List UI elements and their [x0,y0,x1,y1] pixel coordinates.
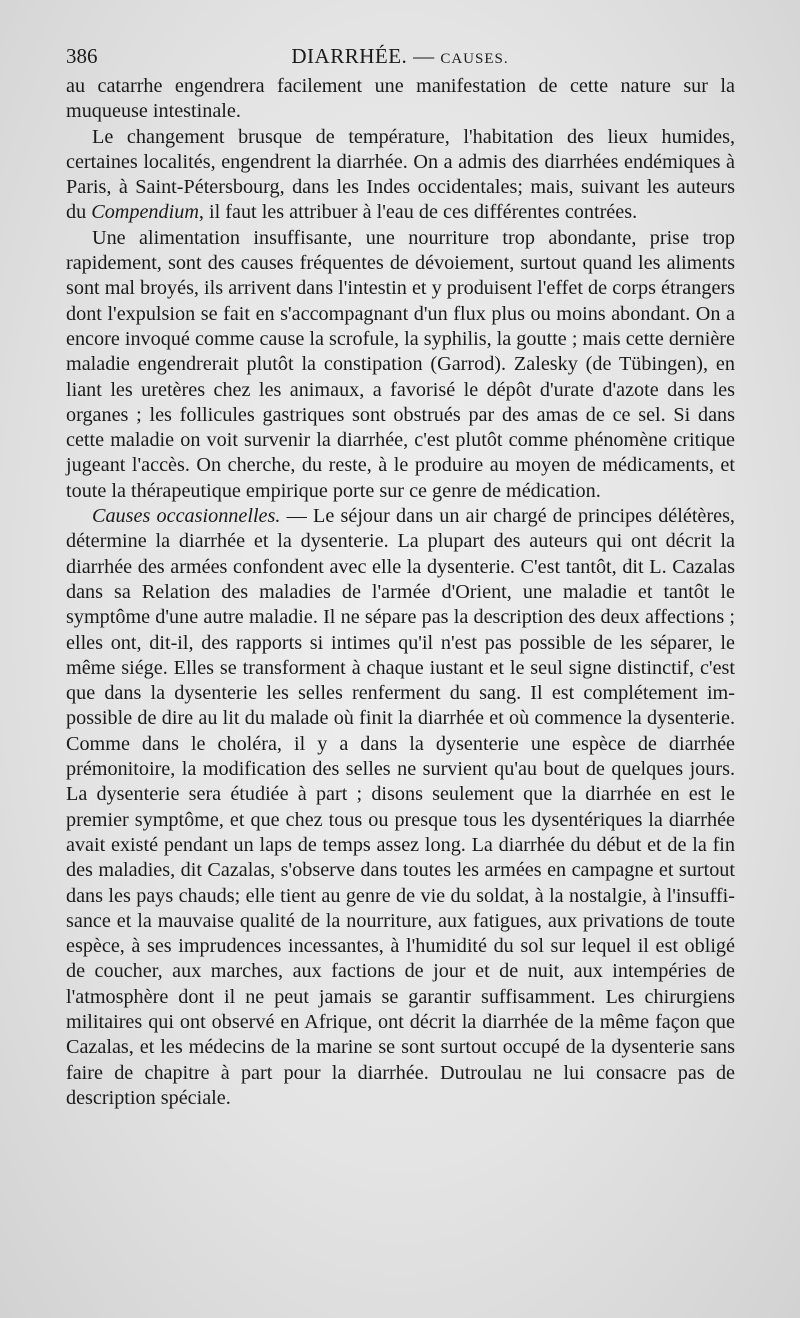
paragraph-continuation [66,74,735,125]
text-run: — Le séjour dans un air chargé de principes délétères, détermine la diarrhée et la dysenterie. La plupart des auteurs qui ont décrit la diarrhée des armées confondent avec elle la dysenterie. C'est tantôt, dit L. Cazalas dans sa Relation des maladies de l'armée d'Orient, une maladie et tantôt le symptôme d'une autre maladie. Il ne sépare pas la description des deux affections ; elles ont, dit-il, des rapports si intimes qu'il n'est pas possible de les séparer, le même siége. Elles se transforment à chaque iustant et le seul signe distinctif, c'est que dans la dysenterie les selles renferment du sang. Il est complétement impossible de dire au lit du malade où finit la diarrhée et où commence la dysenterie. Comme dans le choléra, il y a dans la dysenterie une espèce de diarrhée prémonitoire, la modification des selles ne survient qu'au bout de quelques jours. La dysenterie sera étudiée à part ; disons seulement que la diarrhée en est le premier symptôme, et que chez tous ou presque tous les dysentériques la diarrhée avait existé pendant un laps de temps assez long. La diarrhée du début et de la fin des maladies, dit Cazalas, s'observe dans toutes les armées en campagne et surtout dans les pays chauds; elle tient au genre de vie du soldat, à la nostalgie, à l'insuffisance et la mauvaise qualité de la nourriture, aux fatigues, aux privations de toute espèce, à ses imprudences incessantes, à l'humidité du sol sur lequel il est obligé de coucher, aux marches, aux factions de jour et de nuit, aux intempéries de l'atmosphère dont il ne peut jamais se garantir suffisamment. Les chirurgiens militaires qui ont observé en Afrique, ont décrit la diarrhée de la même façon que Cazalas, et les médecins de la marine se sont surtout occupé de la dysenterie sans faire de chapitre à part pour la diarrhée. Dutroulau ne lui consacre pas de description spéciale. [66,505,735,1109]
paragraph-temperature [66,125,735,226]
page-number: 386 [66,44,98,68]
running-head-separator: — [413,44,435,68]
running-head-subtitle: CAUSES. [440,51,509,67]
italic-run: Causes occasionnelles. [92,505,281,528]
running-head-title: DIARRHÉE. [291,44,408,68]
text-run: Une alimentation insuffisante, une nourriture trop abondante, prise trop rapidement, sont des causes fréquentes de dévoiement, surtout quand les aliments sont mal broyés, ils arrivent dans l'intestin et y produisent l'effet de corps étrangers dont l'expulsion se fait en s'accompagnant d'un flux plus ou moins abondant. On a encore invoqué comme cause la scrofule, la syphilis, la goutte ; mais cette dernière maladie engendrerait plutôt la constipation (Garrod). Zalesky (de Tübingen), en liant les uretères chez les animaux, a favorisé le dépôt d'urate d'azote dans les organes ; les follicules gastriques sont obstrués par des amas de ce sel. Si dans cette maladie on voit survenir la diarrhée, c'est plutôt comme phénomène critique jugeant l'accès. On cherche, du reste, à le produire au moyen de médicaments, et toute la thérapeutique empirique porte sur ce genre de médication. [66,226,735,502]
text-run: au catarrhe engendrera facilement une manifestation de cette nature sur la muqueuse intestinale. [66,75,735,123]
text-run: , il faut les attribuer à l'eau de ces différentes contrées. [198,201,638,224]
text-run: Le changement brusque de température, l'habitation des lieux humides, certaines localités, engendrent la diarrhée. On a admis des diarrhées endémiques à Paris, à Saint-Pétersbourg, dans les Indes occidentales; mais, suivant les auteurs du [66,125,735,224]
running-head [66,40,734,75]
paragraph-alimentation [66,226,735,504]
italic-run: Compendium [91,201,199,224]
body-text [66,74,735,1111]
page-header [66,40,734,72]
paragraph-causes-occasionnelles [66,504,735,1111]
